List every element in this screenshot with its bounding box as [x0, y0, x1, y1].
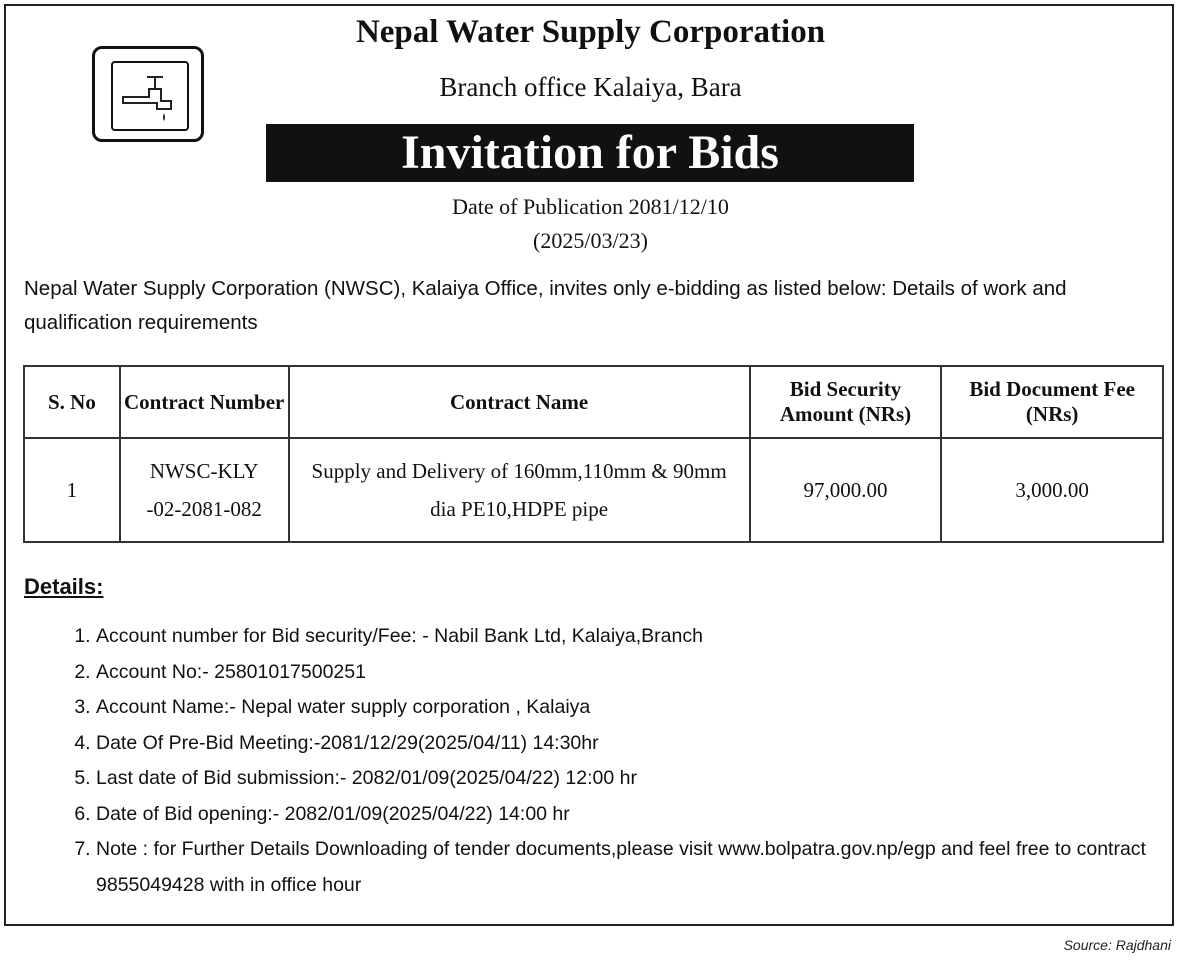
list-item: 7. Note : for Further Details Downloading of tender documents,please visit www.bolpatra.gov.np/egp and feel free to contract 9855049428 with in office hour: [96, 832, 1181, 903]
organization-title: Nepal Water Supply Corporation: [355, 14, 826, 50]
cell-document-fee: 3,000.00: [941, 438, 1163, 542]
header-contract-name: Contract Name: [289, 366, 750, 438]
publication-date: Date of Publication 2081/12/10: [452, 194, 729, 219]
details-list: [40, 619, 1181, 903]
list-item: 6. Date of Bid opening:- 2082/01/09(2025/04/22) 14:00 hr: [96, 797, 1181, 833]
table-row: [24, 438, 1163, 542]
list-item: 2. Account No:- 25801017500251: [96, 655, 1181, 691]
header-bid-security: Bid Security Amount (NRs): [750, 366, 942, 438]
branch-office: Branch office Kalaiya, Bara: [439, 72, 742, 102]
list-item: 5. Last date of Bid submission:- 2082/01/09(2025/04/22) 12:00 hr: [96, 761, 1181, 797]
header-sno: S. No: [24, 366, 120, 438]
details-heading: Details:: [24, 574, 104, 599]
source-credit: Source: Rajdhani: [1063, 937, 1171, 953]
cell-bid-security: 97,000.00: [750, 438, 942, 542]
publication-date-ad: (2025/03/23): [533, 228, 648, 253]
header-document-fee: Bid Document Fee (NRs): [941, 366, 1163, 438]
cell-contract-number: NWSC-KLY -02-2081-082: [120, 438, 289, 542]
header-contract-number: Contract Number: [120, 366, 289, 438]
list-item: 4. Date Of Pre-Bid Meeting:-2081/12/29(2025/04/11) 14:30hr: [96, 726, 1181, 762]
bids-table: [23, 365, 1164, 543]
intro-text: Nepal Water Supply Corporation (NWSC), Kalaiya Office, invites only e-bidding as listed below: Details of work and qualification requirements: [24, 277, 1067, 334]
cell-contract-name: Supply and Delivery of 160mm,110mm & 90mm dia PE10,HDPE pipe: [289, 438, 750, 542]
list-item: 3. Account Name:- Nepal water supply corporation , Kalaiya: [96, 690, 1181, 726]
cell-sno: 1: [24, 438, 120, 542]
list-item: 1. Account number for Bid security/Fee: - Nabil Bank Ltd, Kalaiya,Branch: [96, 619, 1181, 655]
table-header-row: [24, 366, 1163, 438]
invitation-banner: Invitation for Bids: [266, 124, 914, 182]
